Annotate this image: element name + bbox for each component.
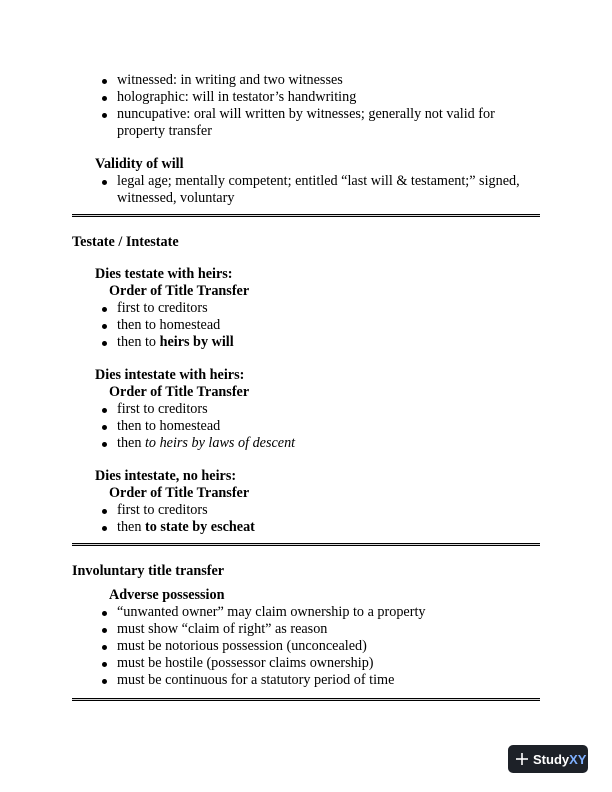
list-item: must be continuous for a statutory period of time [72,672,532,689]
list-item: legal age; mentally competent; entitled “last will & testament;” signed, witnessed, voluntary [72,173,532,207]
order-label: Order of Title Transfer [109,485,250,501]
adverse-possession-heading: Adverse possession [109,587,225,603]
list-item: nuncupative: oral will written by witnesses; generally not valid for property transfer [72,106,532,140]
brand-name-accent: XY [569,751,587,767]
adverse-possession-list [72,604,532,689]
list-item: “unwanted owner” may claim ownership to a property [72,604,532,621]
list-item: must be notorious possession (unconcealed) [72,638,532,655]
list-item: must be hostile (possessor claims ownership) [72,655,532,672]
section-divider [72,214,540,217]
list-item: then to heirs by laws of descent [72,435,532,452]
section-divider [72,543,540,546]
case-list [72,401,532,452]
involuntary-heading: Involuntary title transfer [72,563,225,579]
plus-icon [515,752,529,766]
order-label: Order of Title Transfer [109,384,250,400]
case-heading: Dies intestate with heirs: [95,367,245,383]
studyxy-badge[interactable] [508,745,588,773]
list-item: then to homestead [72,317,532,334]
list-item: must show “claim of right” as reason [72,621,532,638]
list-item: first to creditors [72,401,532,418]
validity-heading: Validity of will [95,156,184,172]
section-divider [72,698,540,701]
case-list [72,300,532,351]
list-item: then to heirs by will [72,334,532,351]
list-item: witnessed: in writing and two witnesses [72,72,532,89]
list-item: first to creditors [72,502,532,519]
order-label: Order of Title Transfer [109,283,250,299]
case-list [72,502,532,536]
list-item: then to state by escheat [72,519,532,536]
list-item: holographic: will in testator’s handwriting [72,89,532,106]
validity-list [72,173,532,207]
testate-heading: Testate / Intestate [72,234,179,250]
list-item: then to homestead [72,418,532,435]
list-item: first to creditors [72,300,532,317]
case-heading: Dies intestate, no heirs: [95,468,237,484]
case-heading: Dies testate with heirs: [95,266,233,282]
brand-name: Study [533,751,570,767]
will-types-list [72,72,532,140]
